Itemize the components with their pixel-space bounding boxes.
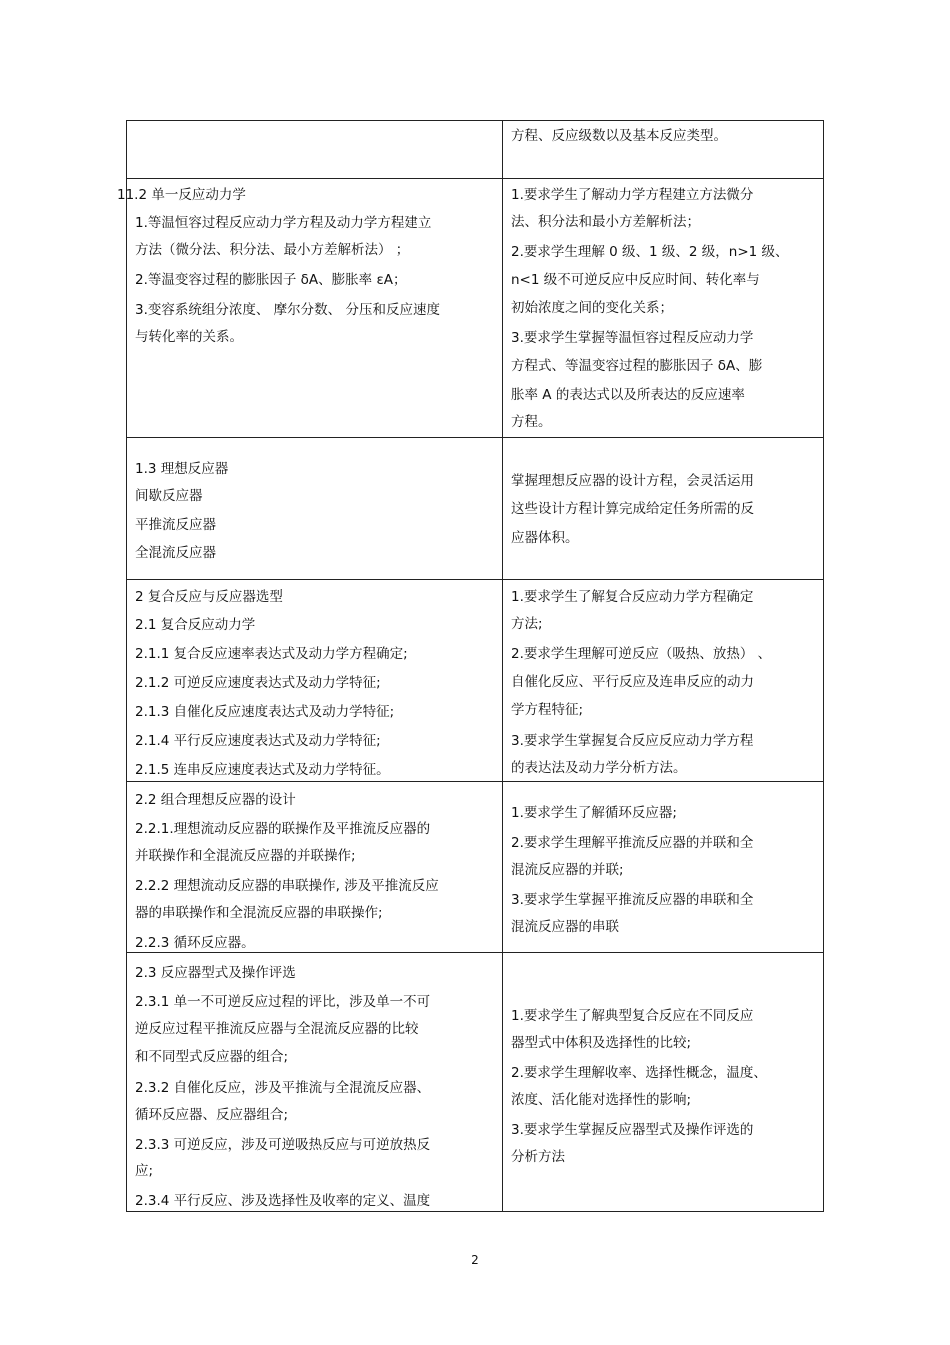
requirement-line: 1.要求学生了解复合反应动力学方程确定 <box>511 589 754 605</box>
content-line: 2.1.4 平行反应速度表达式及动力学特征; <box>135 733 381 749</box>
requirement-line: 混流反应器的串联 <box>511 919 619 935</box>
requirement-line: 方程。 <box>511 414 552 430</box>
section-heading: 2 复合反应与反应器选型 <box>135 589 283 605</box>
requirement-line: 3.要求学生掌握等温恒容过程反应动力学 <box>511 330 754 346</box>
requirement-line: 的表达法及动力学分析方法。 <box>511 760 687 776</box>
syllabus-table <box>117 120 824 1212</box>
requirement-line: 3.要求学生掌握平推流反应器的串联和全 <box>511 892 754 908</box>
requirement-line: 应器体积。 <box>511 530 579 546</box>
requirement-line: 这些设计方程计算完成给定任务所需的反 <box>511 501 754 517</box>
content-line: 2.2.2 理想流动反应器的串联操作, 涉及平推流反应 <box>135 878 439 894</box>
content-line: 2.1.1 复合反应速率表达式及动力学方程确定; <box>135 646 408 662</box>
content-line: 循环反应器、反应器组合; <box>135 1107 289 1123</box>
content-line: 2.1.5 连串反应速度表达式及动力学特征。 <box>135 762 390 778</box>
requirement-cell <box>503 179 824 438</box>
section-heading: 11.2 单一反应动力学 <box>117 187 246 203</box>
requirement-line: 2.要求学生理解收率、选择性概念，温度、 <box>511 1065 767 1081</box>
content-line: 方法（微分法、积分法、最小方差解析法） ； <box>135 242 410 258</box>
content-line: 并联操作和全混流反应器的并联操作; <box>135 848 356 864</box>
table-row <box>127 953 824 1212</box>
content-cell <box>127 782 503 953</box>
content-line: 2.3.3 可逆反应，涉及可逆吸热反应与可逆放热反 <box>135 1137 431 1153</box>
table-row <box>127 121 824 179</box>
requirement-line: n<1 级不可逆反应中反应时间、转化率与 <box>511 272 760 288</box>
requirement-line: 掌握理想反应器的设计方程，会灵活运用 <box>511 473 754 489</box>
content-line: 逆反应过程平推流反应器与全混流反应器的比较 <box>135 1021 419 1037</box>
requirement-line: 2.要求学生理解可逆反应（吸热、放热） 、 <box>511 646 772 662</box>
content-line: 2.3.4 平行反应、涉及选择性及收率的定义、温度 <box>135 1193 431 1209</box>
requirement-line: 分析方法 <box>511 1149 565 1165</box>
table-row <box>127 179 824 438</box>
content-line: 1.等温恒容过程反应动力学方程及动力学方程建立 <box>135 215 432 231</box>
requirement-line: 方程、反应级数以及基本反应类型。 <box>511 128 727 144</box>
requirement-line: 方程式、等温变容过程的膨胀因子 δA、膨 <box>511 358 763 374</box>
requirement-cell <box>503 580 824 782</box>
requirement-cell <box>503 121 824 179</box>
requirement-line: 学方程特征; <box>511 702 584 718</box>
requirement-line: 1.要求学生了解典型复合反应在不同反应 <box>511 1008 754 1024</box>
content-line: 2.1.3 自催化反应速度表达式及动力学特征; <box>135 704 395 720</box>
content-line: 2.等温变容过程的膨胀因子 δA、膨胀率 εA； <box>135 272 407 288</box>
requirement-line: 器型式中体积及选择性的比较; <box>511 1035 692 1051</box>
table-row <box>127 580 824 782</box>
requirement-cell <box>503 782 824 953</box>
requirement-line: 2.要求学生理解 0 级、1 级、2 级，n>1 级、 <box>511 244 789 260</box>
content-line: 和不同型式反应器的组合; <box>135 1049 289 1065</box>
content-cell <box>117 179 503 438</box>
content-line: 2.2.1.理想流动反应器的联操作及平推流反应器的 <box>135 821 431 837</box>
requirement-line: 自催化反应、平行反应及连串反应的动力 <box>511 674 754 690</box>
requirement-line: 初始浓度之间的变化关系； <box>511 300 673 316</box>
requirement-line: 法、积分法和最小方差解析法； <box>511 214 700 230</box>
content-cell <box>127 438 503 580</box>
content-cell <box>127 953 503 1212</box>
content-line: 与转化率的关系。 <box>135 329 243 345</box>
section-heading: 2.2 组合理想反应器的设计 <box>135 792 296 808</box>
content-line: 器的串联操作和全混流反应器的串联操作; <box>135 905 383 921</box>
content-line: 2.3.2 自催化反应，涉及平推流与全混流反应器、 <box>135 1080 431 1096</box>
table-row <box>127 782 824 953</box>
requirement-line: 2.要求学生理解平推流反应器的并联和全 <box>511 835 754 851</box>
content-cell <box>127 121 503 179</box>
content-line: 应; <box>135 1163 154 1179</box>
table-row <box>127 438 824 580</box>
requirement-line: 1.要求学生了解动力学方程建立方法微分 <box>511 187 754 203</box>
content-line: 2.2.3 循环反应器。 <box>135 935 255 951</box>
requirement-line: 方法; <box>511 616 543 632</box>
content-cell <box>127 580 503 782</box>
requirement-line: 3.要求学生掌握反应器型式及操作评选的 <box>511 1122 754 1138</box>
requirement-cell <box>503 438 824 580</box>
content-line: 3.变容系统组分浓度、 摩尔分数、 分压和反应速度 <box>135 302 440 318</box>
content-line: 间歇反应器 <box>135 488 203 504</box>
content-line: 2.3.1 单一不可逆反应过程的评比，涉及单一不可 <box>135 994 431 1010</box>
page-number: 2 <box>471 1253 479 1267</box>
section-heading: 2.3 反应器型式及操作评选 <box>135 965 296 981</box>
requirement-line: 3.要求学生掌握复合反应反应动力学方程 <box>511 733 754 749</box>
requirement-line: 1.要求学生了解循环反应器; <box>511 805 677 821</box>
content-line: 2.1 复合反应动力学 <box>135 617 256 633</box>
section-heading: 1.3 理想反应器 <box>135 461 229 477</box>
requirement-line: 混流反应器的并联; <box>511 862 624 878</box>
requirement-line: 胀率 A 的表达式以及所表达的反应速率 <box>511 387 745 403</box>
content-line: 全混流反应器 <box>135 545 216 561</box>
content-line: 2.1.2 可逆反应速度表达式及动力学特征; <box>135 675 381 691</box>
requirement-line: 浓度、活化能对选择性的影响; <box>511 1092 692 1108</box>
content-line: 平推流反应器 <box>135 517 216 533</box>
requirement-cell <box>503 953 824 1212</box>
